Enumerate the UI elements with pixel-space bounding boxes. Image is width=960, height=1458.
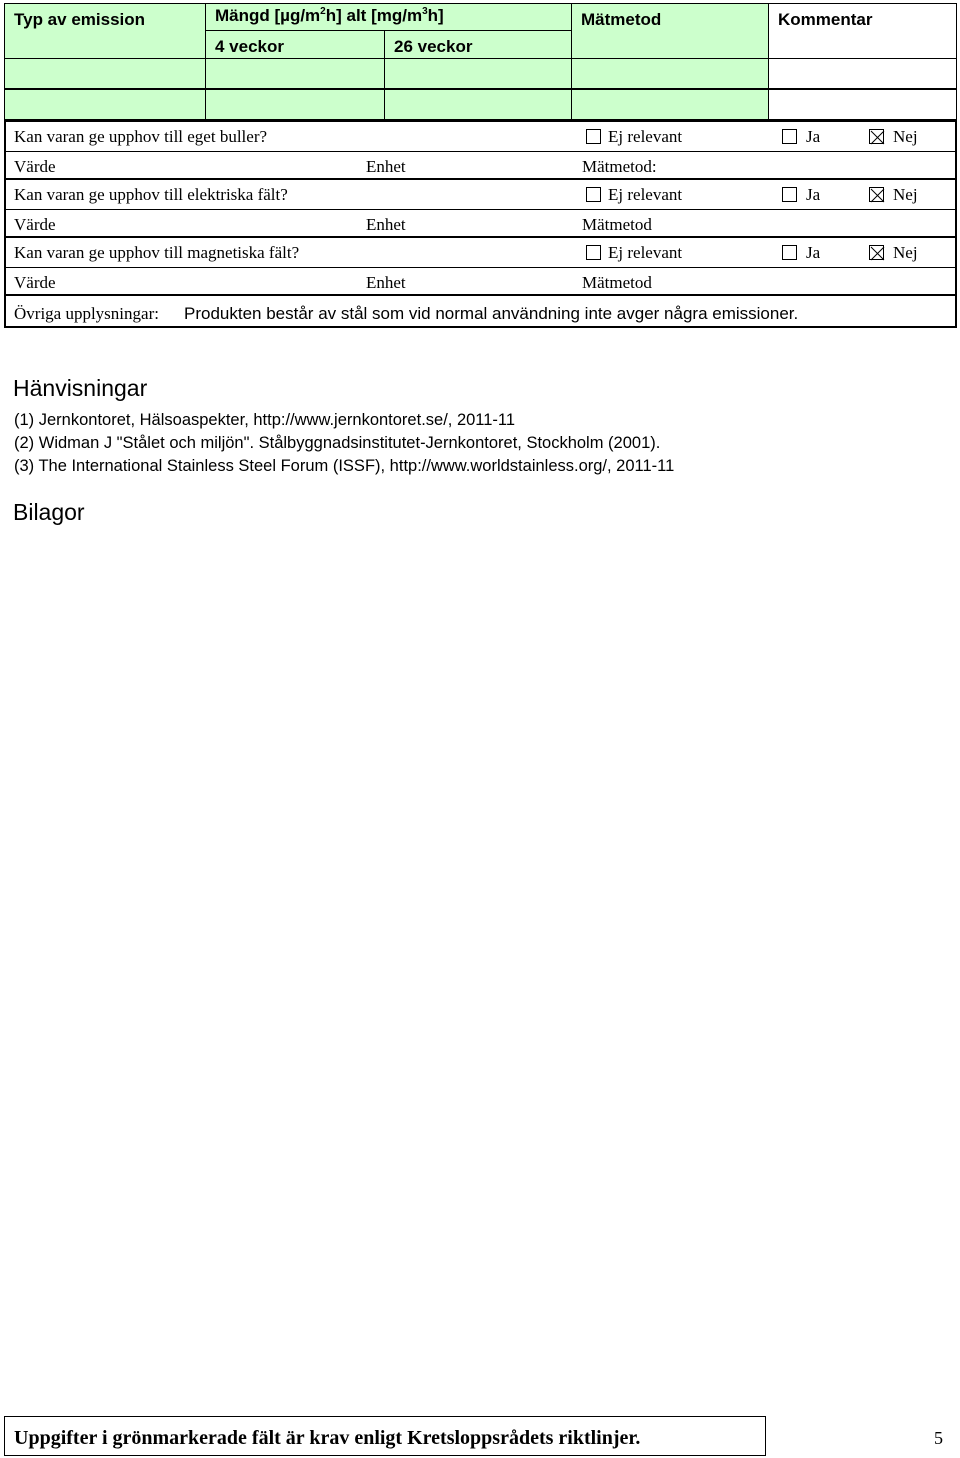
option-label: Nej	[893, 243, 918, 262]
column-header-comment: Kommentar	[768, 3, 957, 59]
checkbox-not-relevant[interactable]	[586, 245, 601, 260]
question-row-noise	[6, 122, 955, 151]
question-row-magnetic-field	[6, 238, 955, 267]
checkmark-x-icon	[870, 130, 885, 145]
option-label: Nej	[893, 127, 918, 146]
option-label: Ja	[806, 185, 821, 204]
reference-item: (2) Widman J "Stålet och miljön". Stålbyggnadsinstitutet-Jernkontoret, Stockholm (2001).	[14, 434, 661, 452]
checkbox-not-relevant[interactable]	[586, 129, 601, 144]
reference-item: (3) The International Stainless Steel Forum (ISSF), http://www.worldstainless.org/, 2011-11	[14, 457, 675, 475]
checkbox-not-relevant[interactable]	[586, 187, 601, 202]
method-cell-2[interactable]	[571, 89, 769, 120]
physical-emission-questions	[4, 120, 957, 328]
method-cell-1[interactable]	[571, 58, 769, 89]
checkbox-yes[interactable]	[782, 187, 797, 202]
emission-type-cell-2[interactable]	[4, 89, 206, 120]
comment-cell-2[interactable]	[768, 89, 957, 120]
emission-table	[4, 3, 957, 90]
amount-26-weeks-cell-1[interactable]	[384, 58, 572, 89]
option-label: Ja	[806, 127, 821, 146]
option-label: Ja	[806, 243, 821, 262]
unit-label: Enhet	[366, 157, 406, 176]
amount-unit-superscript-2: 3	[422, 6, 428, 17]
option-label: Ej relevant	[608, 127, 683, 146]
amount-26-weeks-cell-2[interactable]	[384, 89, 572, 120]
checkbox-no-checked[interactable]	[869, 187, 884, 202]
footer-note-box	[4, 1416, 766, 1456]
method-label: Mätmetod	[582, 215, 652, 234]
references-heading: Hänvisningar	[13, 375, 148, 401]
unit-label: Enhet	[366, 273, 406, 292]
measurement-row-noise	[6, 151, 955, 180]
checkbox-yes[interactable]	[782, 245, 797, 260]
other-info-label: Övriga upplysningar:	[14, 304, 159, 323]
column-header-amount	[205, 3, 572, 31]
question-text: Kan varan ge upphov till eget buller?	[14, 127, 268, 146]
page-number: 5	[934, 1428, 943, 1448]
question-text: Kan varan ge upphov till elektriska fält?	[14, 185, 288, 204]
checkbox-no-checked[interactable]	[869, 129, 884, 144]
option-label: Ej relevant	[608, 185, 683, 204]
question-row-electric-field	[6, 180, 955, 209]
amount-4-weeks-cell-2[interactable]	[205, 89, 385, 120]
references-list	[14, 409, 674, 478]
value-label: Värde	[14, 157, 56, 176]
column-header-26-weeks: 26 veckor	[384, 30, 572, 60]
appendix-heading: Bilagor	[13, 499, 85, 525]
method-label: Mätmetod	[582, 273, 652, 292]
unit-label: Enhet	[366, 215, 406, 234]
measurement-row-electric-field	[6, 209, 955, 238]
measurement-row-magnetic-field	[6, 267, 955, 296]
option-label: Nej	[893, 185, 918, 204]
column-header-method: Mätmetod	[571, 3, 769, 59]
checkbox-no-checked[interactable]	[869, 245, 884, 260]
reference-item: (1) Jernkontoret, Hälsoaspekter, http://www.jernkontoret.se/, 2011-11	[14, 411, 516, 429]
value-label: Värde	[14, 273, 56, 292]
amount-unit-superscript-1: 2	[320, 6, 326, 17]
amount-unit-part-3: h]	[427, 6, 444, 25]
amount-unit-part-2: h] alt [mg/m	[325, 6, 423, 25]
column-header-4-weeks: 4 veckor	[205, 30, 385, 60]
emission-type-cell-1[interactable]	[4, 58, 206, 89]
option-label: Ej relevant	[608, 243, 683, 262]
value-label: Värde	[14, 215, 56, 234]
other-info-value[interactable]: Produkten består av stål som vid normal användning inte avger några emissioner.	[184, 304, 799, 323]
checkmark-x-icon	[870, 188, 885, 203]
amount-unit-part-1: Mängd [µg/m	[215, 6, 321, 25]
column-header-emission-type: Typ av emission	[4, 3, 206, 59]
footer-note: Uppgifter i grönmarkerade fält är krav enligt Kretsloppsrådets riktlinjer.	[14, 1427, 641, 1449]
checkbox-yes[interactable]	[782, 129, 797, 144]
comment-cell-1[interactable]	[768, 58, 957, 89]
question-text: Kan varan ge upphov till magnetiska fält?	[14, 243, 300, 262]
checkmark-x-icon	[870, 246, 885, 261]
amount-4-weeks-cell-1[interactable]	[205, 58, 385, 89]
method-label: Mätmetod:	[582, 157, 657, 176]
other-info-row	[6, 298, 955, 328]
